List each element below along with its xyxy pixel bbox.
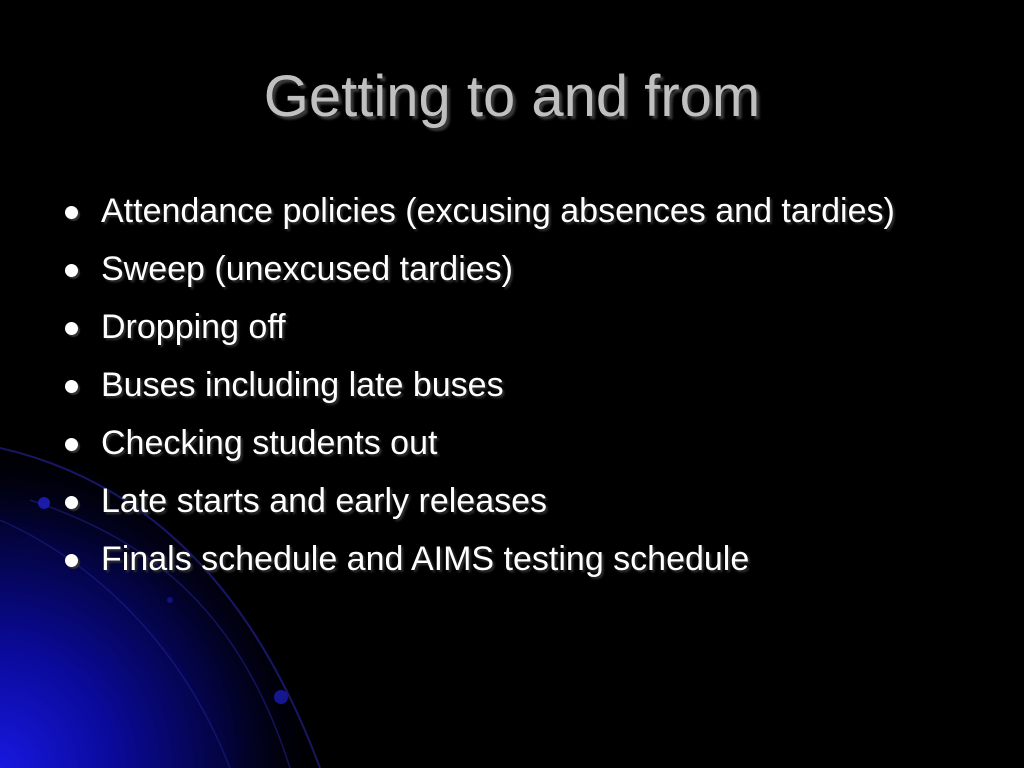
bullet-item — [62, 364, 942, 406]
decor-dot-1 — [38, 497, 50, 509]
bullet-dot-icon — [65, 264, 78, 277]
bullet-text: Finals schedule and AIMS testing schedule — [101, 540, 750, 578]
bullet-item — [62, 306, 942, 348]
bullet-text: Sweep (unexcused tardies) — [101, 250, 514, 288]
bullet-text: Buses including late buses — [101, 366, 504, 404]
bullet-text: Dropping off — [101, 308, 286, 346]
bullet-dot-icon — [65, 496, 78, 509]
slide-title: Getting to and from — [263, 64, 761, 129]
bullet-text: Checking students out — [101, 424, 438, 462]
bullet-item — [62, 190, 942, 232]
bullet-dot-icon — [65, 322, 78, 335]
decor-dot-2 — [274, 690, 288, 704]
bullet-dot-icon — [65, 206, 78, 219]
decor-dot-3 — [167, 597, 173, 603]
bullet-item — [62, 538, 942, 580]
bullet-text: Late starts and early releases — [101, 482, 548, 520]
bullet-item — [62, 480, 942, 522]
bullet-dot-icon — [65, 554, 78, 567]
bullet-text: Attendance policies (excusing absences and tardies) — [101, 192, 895, 230]
bullet-dot-icon — [65, 438, 78, 451]
bullet-item — [62, 248, 942, 290]
bullet-list — [62, 190, 942, 596]
bullet-item — [62, 422, 942, 464]
bullet-dot-icon — [65, 380, 78, 393]
